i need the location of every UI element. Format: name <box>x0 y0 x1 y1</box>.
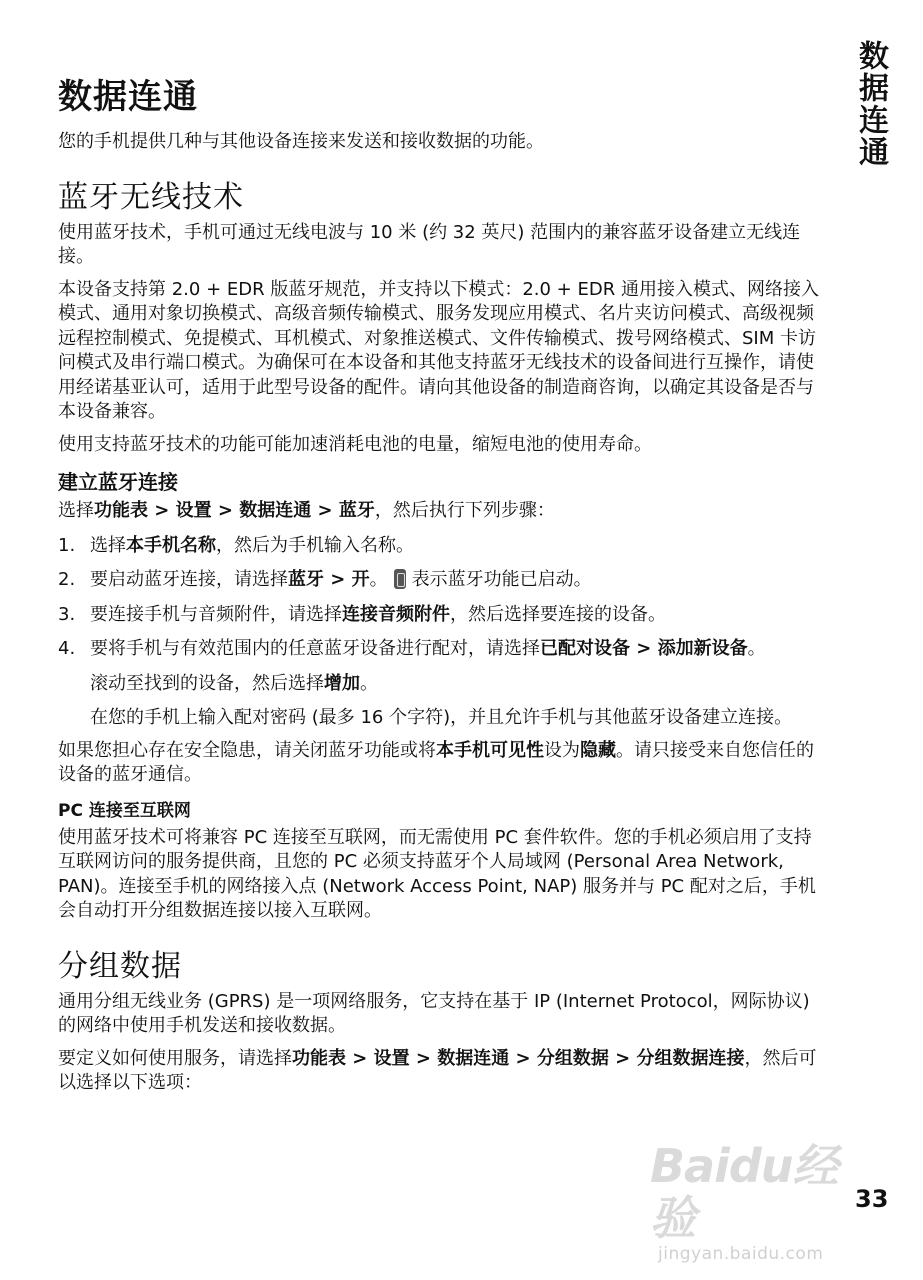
bluetooth-paragraph-2: 本设备支持第 2.0 + EDR 版蓝牙规范，并支持以下模式：2.0 + EDR 通用接入模式、网络接入模式、通用对象切换模式、高级音频传输模式、服务发现应用模式、名片夹访问模式、高级视频远程控制模式、免提模式、耳机模式、对象推送模式、文件传输模式、拨号网络模式、SIM 卡访问模式及串行端口模式。为确保可在本设备和其他支持蓝牙无线技术的设备间进行互操作，请使用经诺基亚认可，适用于此型号设备的配件。请向其他设备的制造商咨询，以确定其设备是否与本设备兼容。 <box>58 278 819 422</box>
pc-paragraph: 使用蓝牙技术可将兼容 PC 连接至互联网，而无需使用 PC 套件软件。您的手机必须启用了支持互联网访问的服务提供商，且您的 PC 必须支持蓝牙个人局域网 (Personal Area Network, PAN)。连接至手机的网络接入点 (Network Access Point, NAP) 服务并与 PC 配对之后，手机会自动打开分组数据连接以接入互联网。 <box>58 826 816 921</box>
step-4-substep-1: 滚动至找到的设备，然后选择增加。 <box>90 672 378 694</box>
step-2: 2. 要启动蓝牙连接，请选择蓝牙 > 开。 表示蓝牙功能已启动。 <box>58 569 592 590</box>
setup-heading: 建立蓝牙连接 <box>58 470 178 494</box>
step-1: 1. 选择本手机名称，然后为手机输入名称。 <box>58 534 414 556</box>
packet-heading: 分组数据 <box>58 948 182 984</box>
pc-heading: PC 连接至互联网 <box>58 800 191 821</box>
baidu-watermark <box>650 1139 850 1264</box>
packet-paragraph-1: 通用分组无线业务 (GPRS) 是一项网络服务，它支持在基于 IP (Internet Protocol，网际协议) 的网络中使用手机发送和接收数据。 <box>58 990 810 1036</box>
page-content <box>58 72 826 1096</box>
bluetooth-heading: 蓝牙无线技术 <box>58 179 244 215</box>
packet-paragraph-2: 要定义如何使用服务，请选择功能表 > 设置 > 数据连通 > 分组数据 > 分组数据连接，然后可以选择以下选项： <box>58 1047 817 1093</box>
watermark-url: jingyan.baidu.com <box>658 1244 824 1264</box>
section-side-tab: 数据连通 <box>853 40 888 168</box>
bluetooth-active-icon <box>394 569 406 589</box>
page-title: 数据连通 <box>58 77 198 117</box>
setup-menu-path: 选择功能表 > 设置 > 数据连通 > 蓝牙，然后执行下列步骤： <box>58 500 555 521</box>
security-note: 如果您担心存在安全隐患，请关闭蓝牙功能或将本手机可见性设为隐藏。请只接受来自您信任的设备的蓝牙通信。 <box>58 739 814 785</box>
intro-paragraph: 您的手机提供几种与其他设备连接来发送和接收数据的功能。 <box>58 131 544 152</box>
bluetooth-paragraph-3: 使用支持蓝牙技术的功能可能加速消耗电池的电量，缩短电池的使用寿命。 <box>58 433 652 455</box>
step-4-substep-2: 在您的手机上输入配对密码 (最多 16 个字符)，并且允许手机与其他蓝牙设备建立连接。 <box>90 707 793 728</box>
baidu-logo: Baidu经验 <box>650 1139 838 1245</box>
step-3: 3. 要连接手机与音频附件，请选择连接音频附件，然后选择要连接的设备。 <box>58 603 666 625</box>
bluetooth-paragraph-1: 使用蓝牙技术，手机可通过无线电波与 10 米 (约 32 英尺) 范围内的兼容蓝牙设备建立无线连接。 <box>58 221 801 267</box>
page-number: 33 <box>855 1185 889 1213</box>
step-4: 4. 要将手机与有效范围内的任意蓝牙设备进行配对，请选择已配对设备 > 添加新设备。 <box>58 638 766 659</box>
